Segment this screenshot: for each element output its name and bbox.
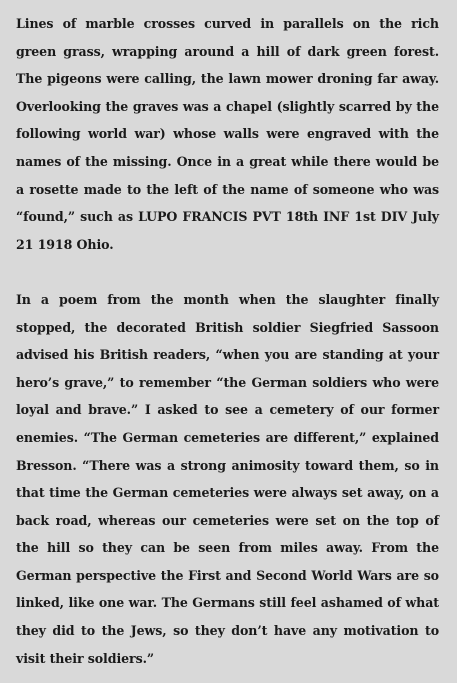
paragraph-german-cemeteries: In a poem from the month when the slaughter finally stopped, the decorated British soldier Siegfried Sassoon advised his British readers, “when you are standing at your hero’s grave,” to remember “the German soldiers who were loyal and brave.” I asked to see a cemetery of our former enemies. “The German cemeteries are different,” explained Bresson. “There was a strong animosity toward them, so in that time the German cemeteries were always set away, on a back road, whereas our cemeteries were set on the top of the hill so they can be seen from miles away. From the German perspective the First and Second World Wars are so linked, like one war. The Germans still feel ashamed of what they did to the Jews, so they don’t have any motivation to visit their soldiers.” xyxy=(16,291,439,666)
paragraph-cemetery-description: Lines of marble crosses curved in parallels on the rich green grass, wrapping around a hill of dark green forest. The pigeons were calling, the lawn mower droning far away. Overlooking the graves was a chapel (slightly scarred by the following world war) whose walls were engraved with the names of the missing. Once in a great while there would be a rosette made to the left of the name of someone who was “found,” such as LUPO FRANCIS PVT 18th INF 1st DIV July 21 1918 Ohio. xyxy=(16,16,439,252)
